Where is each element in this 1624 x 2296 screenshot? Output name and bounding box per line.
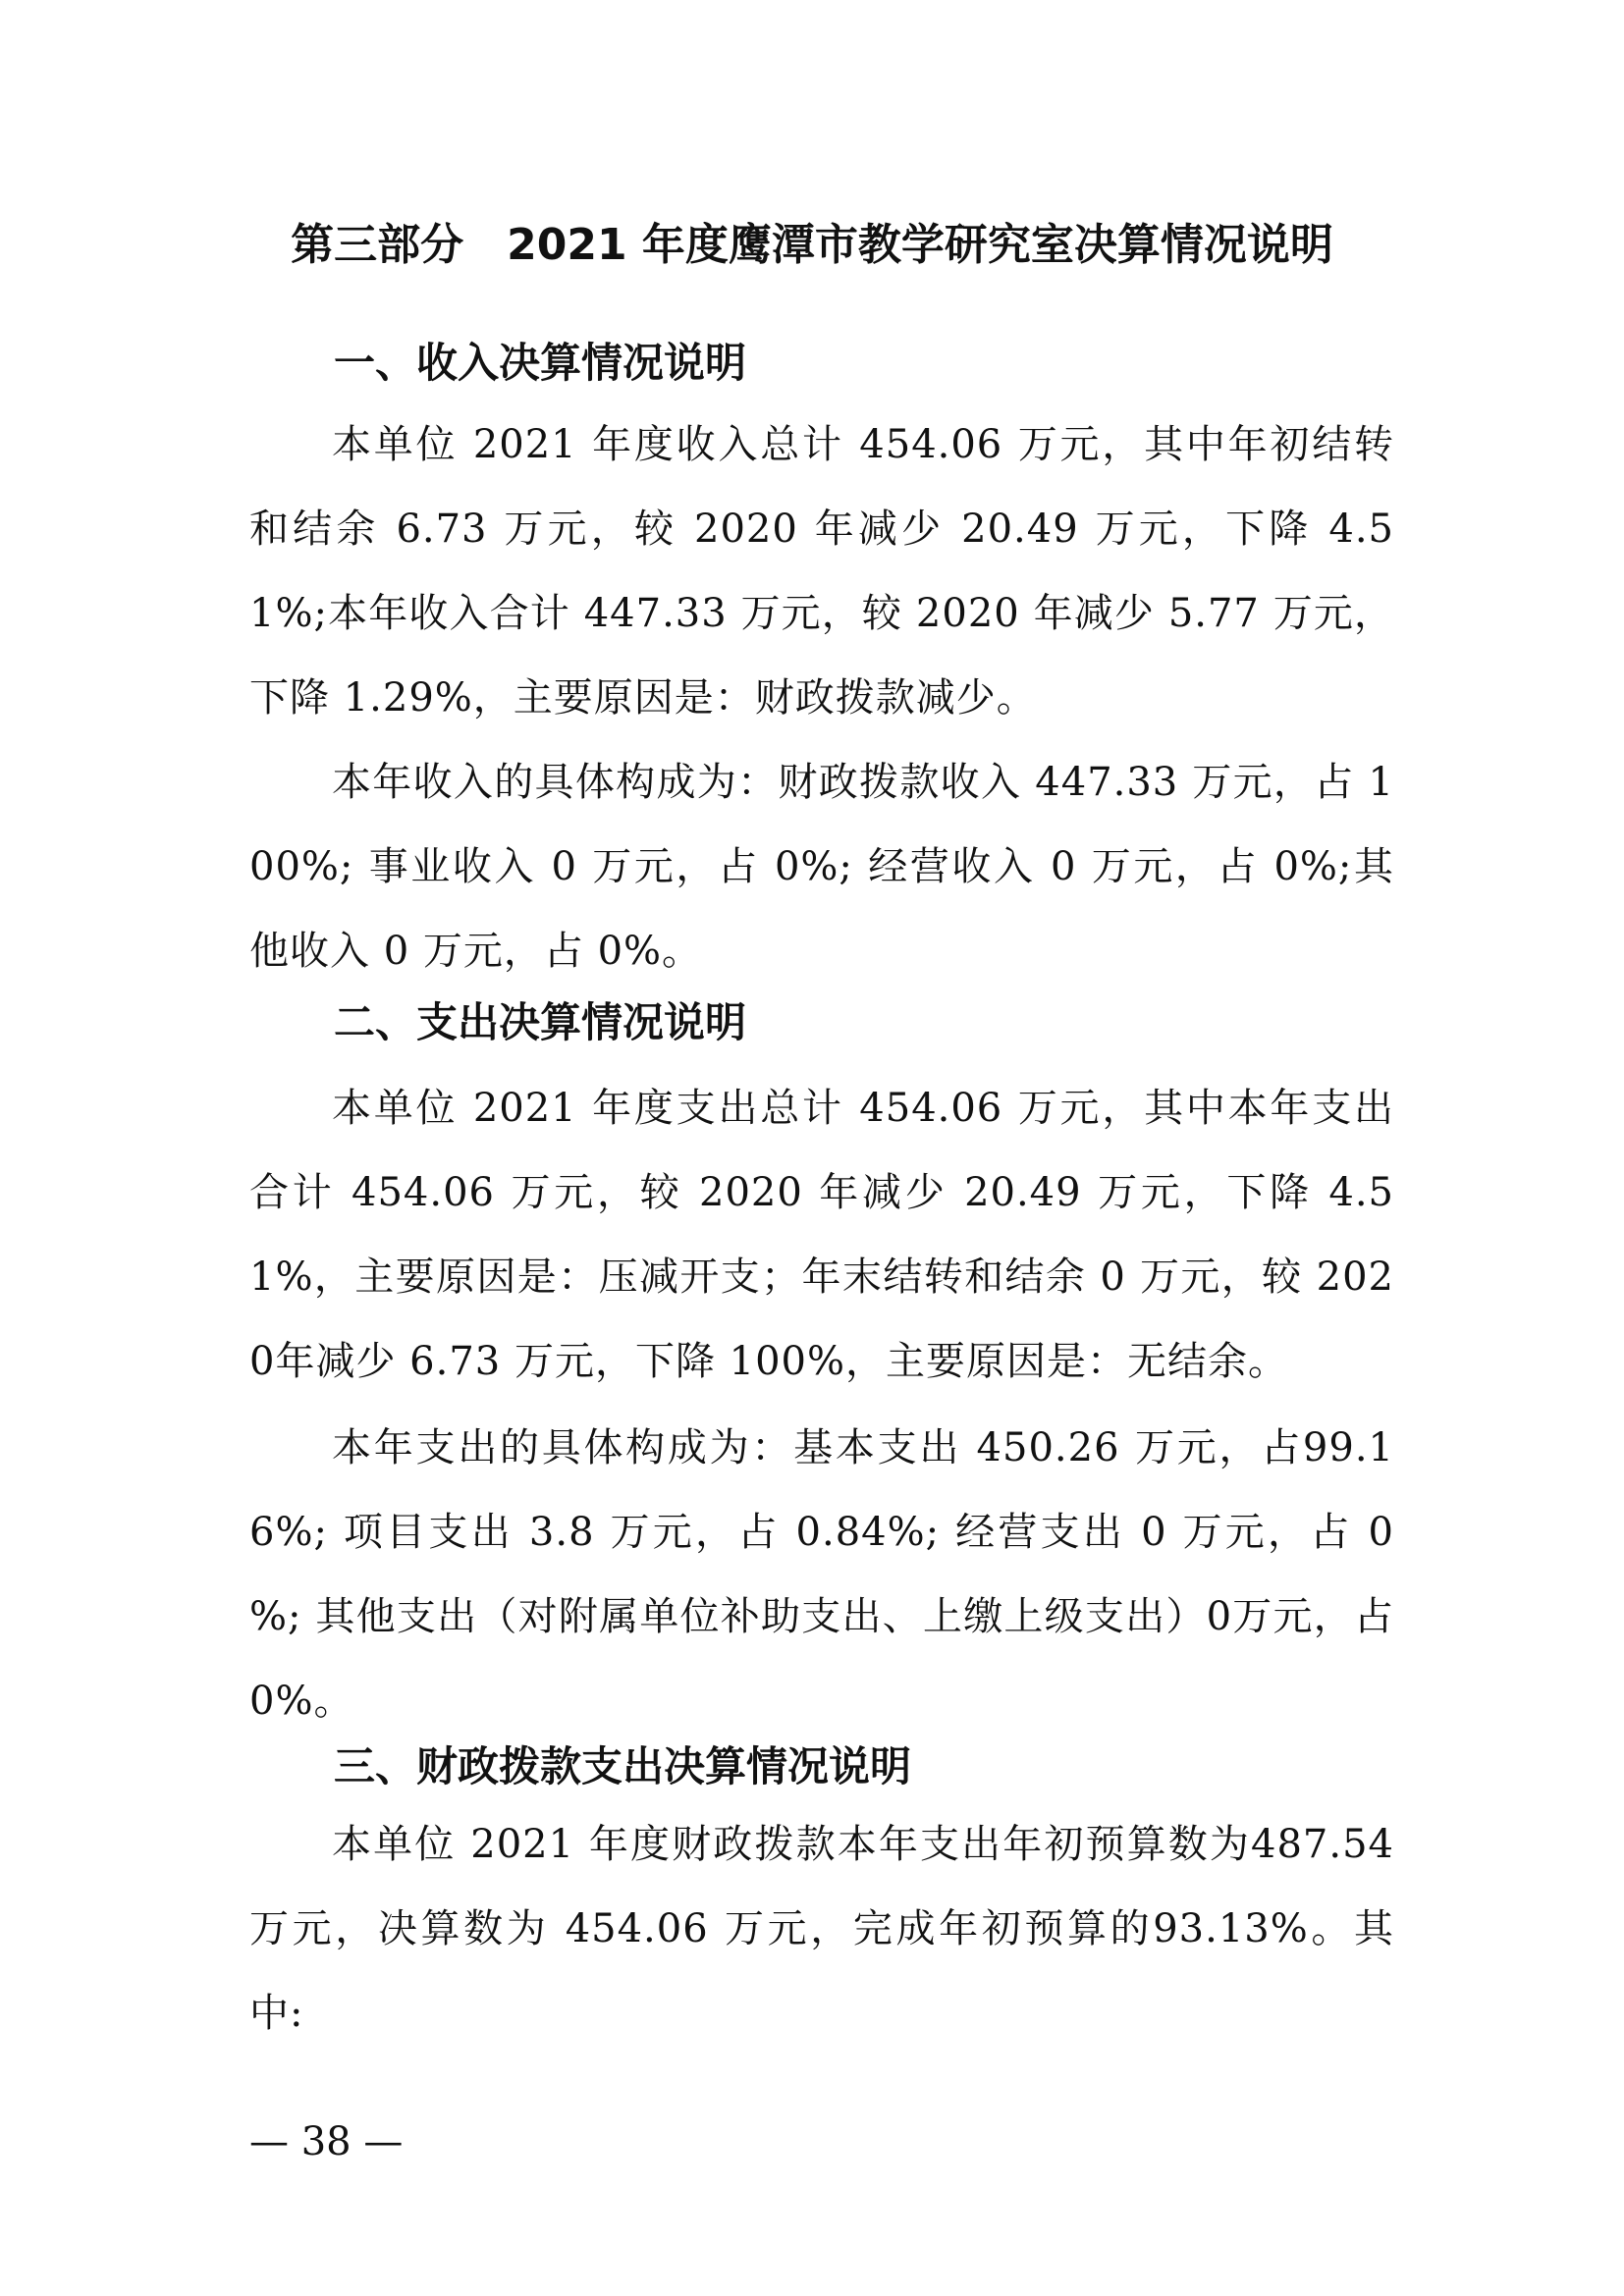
section-heading-fiscal-appropriation: 三、财政拨款支出决算情况说明 — [334, 1742, 912, 1790]
paragraph-income-composition: 本年收入的具体构成为：财政拨款收入 447.33 万元，占 100%; 事业收入 0 万元，占 0%; 经营收入 0 万元，占 0%;其他收入 0 万元，占 0%。 — [249, 760, 1394, 974]
paragraph-expenditure-total: 本单位 2021 年度支出总计 454.06 万元，其中本年支出合计 454.06 万元，较 2020 年减少 20.49 万元，下降 4.51%，主要原因是：压减开支；年末结转和结余 0 万元，较 2020年减少 6.73 万元，下降 100%，主要原因是：无结余。 — [249, 1086, 1394, 1384]
page-title — [0, 216, 1624, 275]
section-heading-income: 一、收入决算情况说明 — [334, 339, 747, 387]
title-main: 2021 年度鹰潭市教学研究室决算情况说明 — [507, 220, 1333, 270]
section-heading-expenditure: 二、支出决算情况说明 — [334, 998, 747, 1046]
paragraph-income-total: 本单位 2021 年度收入总计 454.06 万元，其中年初结转和结余 6.73 万元，较 2020 年减少 20.49 万元，下降 4.51%;本年收入合计 447.33 万元，较 2020 年减少 5.77 万元，下降 1.29%，主要原因是：财政拨款减少。 — [249, 422, 1394, 721]
paragraph-fiscal-appropriation: 本单位 2021 年度财政拨款本年支出年初预算数为487.54 万元，决算数为 454.06 万元，完成年初预算的93.13%。其中: — [249, 1822, 1394, 2036]
title-part: 第三部分 — [291, 220, 464, 270]
page-number: — 38 — — [249, 2119, 404, 2164]
paragraph-expenditure-composition: 本年支出的具体构成为：基本支出 450.26 万元，占99.16%; 项目支出 3.8 万元，占 0.84%; 经营支出 0 万元，占 0 %; 其他支出（对附属单位补助支出、上缴上级支出）0万元，占 0%。 — [249, 1425, 1394, 1724]
